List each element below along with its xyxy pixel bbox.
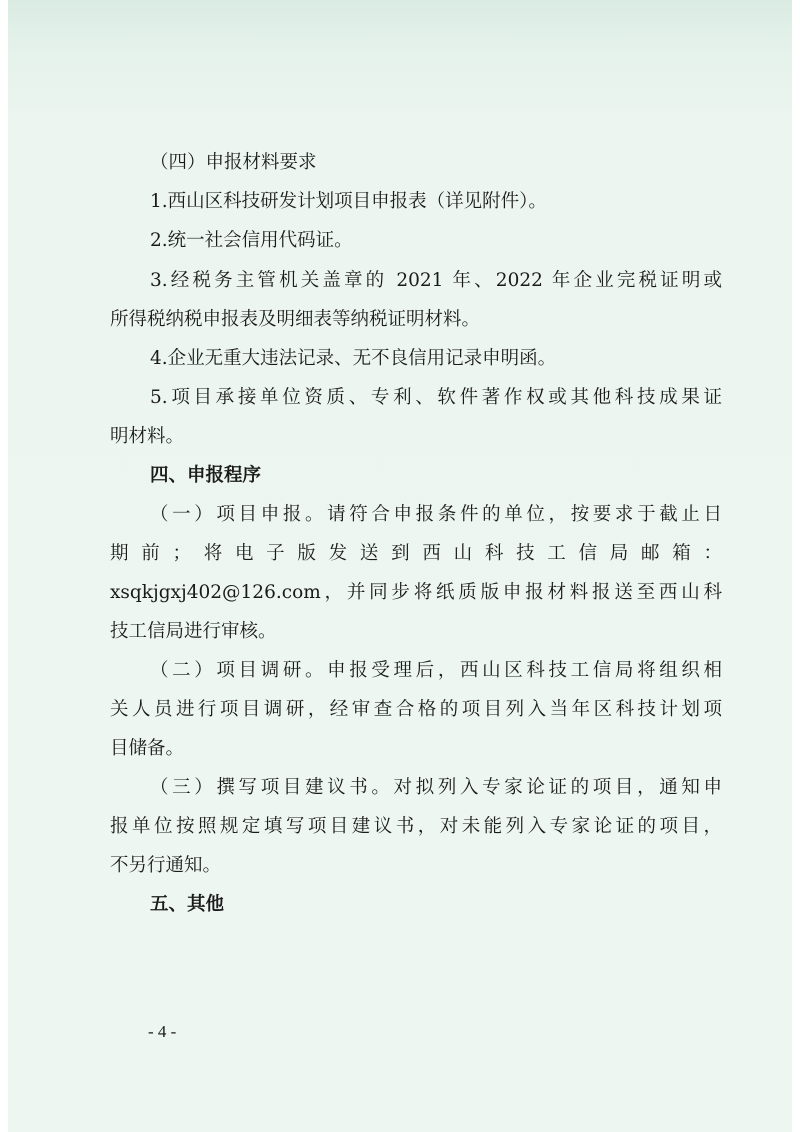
- page-number: - 4 -: [148, 1022, 177, 1041]
- item-1: 1.西山区科技研发计划项目申报表（详见附件）。: [150, 191, 547, 212]
- item-3-line-1: 3.经税务主管机关盖章的 2021 年、2022 年企业完税证明或: [150, 270, 722, 291]
- item-5-line-2: 明材料。: [110, 426, 185, 447]
- procedure-1-line-3: xsqkjgxj402@126.com，并同步将纸质版申报材料报送至西山科: [110, 582, 722, 603]
- procedure-2-line-2: 关人员进行项目调研，经审查合格的项目列入当年区科技计划项: [110, 699, 722, 720]
- section-heading-other: 五、其他: [150, 894, 225, 915]
- procedure-2-line-1: （二）项目调研。申报受理后，西山区科技工信局将组织相: [150, 660, 722, 681]
- procedure-3-line-2: 报单位按照规定填写项目建议书，对未能列入专家论证的项目，: [110, 816, 722, 837]
- procedure-2-line-3: 目储备。: [110, 738, 185, 759]
- sub-heading-materials: （四）申报材料要求: [150, 152, 317, 173]
- item-5-line-1: 5.项目承接单位资质、专利、软件著作权或其他科技成果证: [150, 387, 722, 408]
- section-heading-procedure: 四、申报程序: [150, 465, 262, 486]
- procedure-1-line-4: 技工信局进行审核。: [110, 621, 277, 642]
- procedure-3-line-3: 不另行通知。: [110, 855, 222, 876]
- item-3-line-2: 所得税纳税申报表及明细表等纳税证明材料。: [110, 309, 481, 330]
- document-page: [8, 0, 792, 1132]
- item-4: 4.企业无重大违法记录、无不良信用记录申明函。: [150, 348, 557, 369]
- procedure-3-line-1: （三）撰写项目建议书。对拟列入专家论证的项目，通知申: [150, 777, 722, 798]
- procedure-1-line-1: （一）项目申报。请符合申报条件的单位，按要求于截止日: [150, 504, 722, 525]
- procedure-1-line-2: 期前；将电子版发送到西山科技工信局邮箱：: [110, 543, 722, 564]
- item-2: 2.统一社会信用代码证。: [150, 230, 353, 251]
